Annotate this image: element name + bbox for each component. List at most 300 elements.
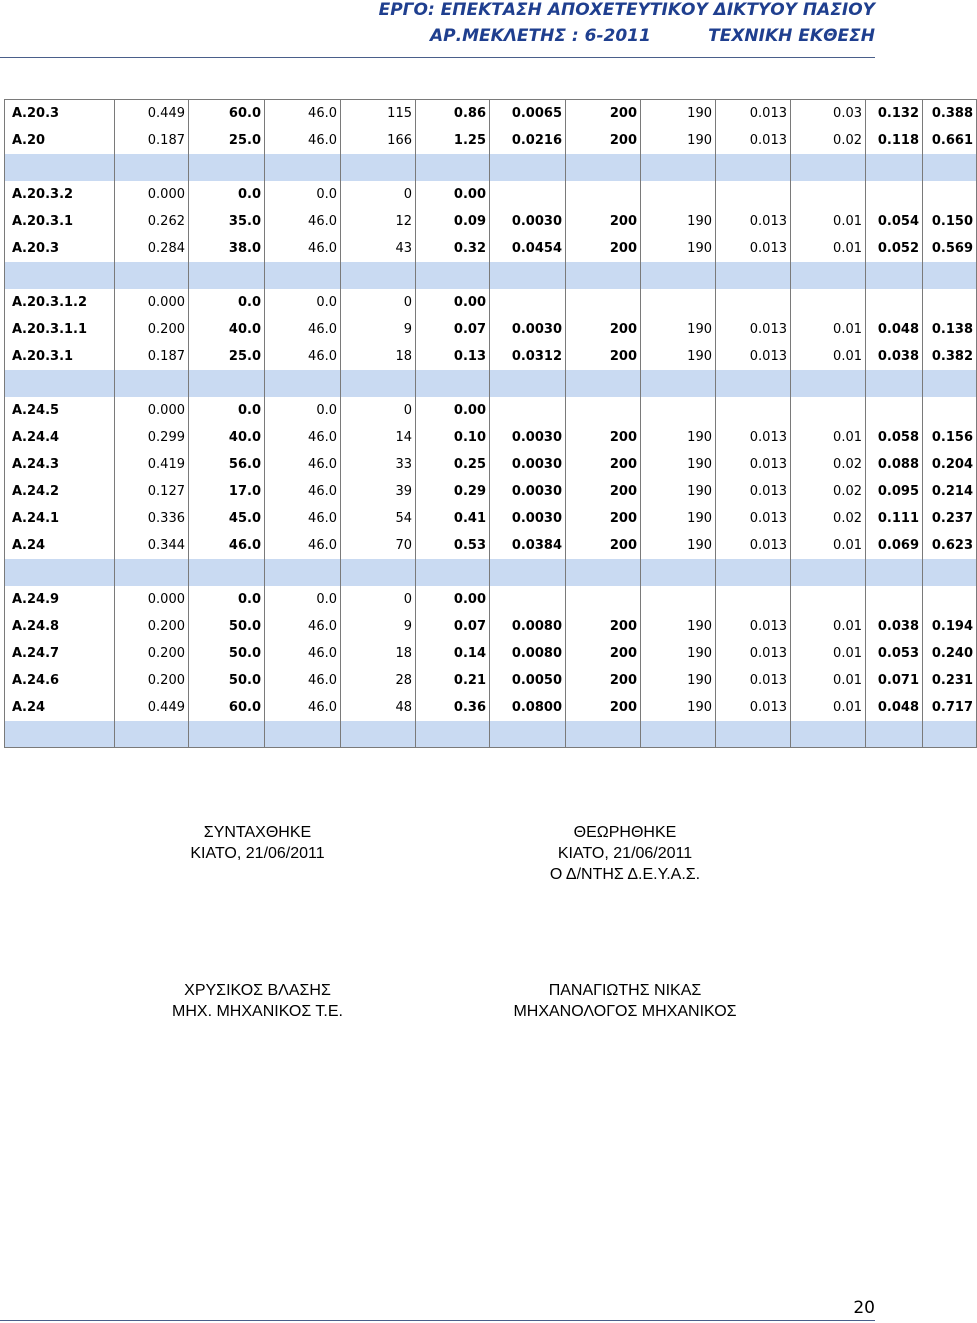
separator-cell [189, 154, 265, 181]
value-cell: 60.0 [189, 100, 265, 127]
value-cell: 46.0 [265, 694, 341, 721]
value-cell: 190 [641, 235, 716, 262]
value-cell: 190 [641, 478, 716, 505]
separator-cell [189, 721, 265, 748]
separator-cell [416, 559, 490, 586]
value-cell: 0.0 [265, 586, 341, 613]
value-cell: 0.187 [115, 127, 189, 154]
value-cell: 0.13 [416, 343, 490, 370]
director-title: Ο Δ/ΝΤΗΣ Δ.Ε.Υ.Α.Σ. [549, 866, 701, 883]
value-cell: 0.0050 [490, 667, 566, 694]
value-cell: 54 [341, 505, 416, 532]
value-cell: 9 [341, 613, 416, 640]
value-cell: 0.661 [923, 127, 977, 154]
value-cell: 0.038 [866, 613, 923, 640]
value-cell: 0.237 [923, 505, 977, 532]
separator-cell [566, 559, 641, 586]
value-cell: 0.41 [416, 505, 490, 532]
value-cell: 38.0 [189, 235, 265, 262]
section-id-cell: Α.24.8 [5, 613, 115, 640]
value-cell: 0.07 [416, 316, 490, 343]
reviewed-label: ΘΕΩΡΗΘΗΚΕ [573, 824, 677, 841]
value-cell: 0.204 [923, 451, 977, 478]
author-signature [150, 980, 365, 1022]
value-cell: 0.013 [716, 127, 791, 154]
value-cell [866, 181, 923, 208]
page-number: 20 [853, 1298, 875, 1318]
value-cell [490, 289, 566, 316]
table-row [5, 424, 977, 451]
value-cell [641, 289, 716, 316]
value-cell: 200 [566, 532, 641, 559]
value-cell: 190 [641, 613, 716, 640]
table-row [5, 532, 977, 559]
value-cell: 46.0 [265, 478, 341, 505]
value-cell: 0.240 [923, 640, 977, 667]
value-cell: 0.21 [416, 667, 490, 694]
table-row [5, 640, 977, 667]
reviewer-title: ΜΗΧΑΝΟΛΟΓΟΣ ΜΗΧΑΝΙΚΟΣ [513, 1003, 737, 1020]
section-id-cell: Α.24.2 [5, 478, 115, 505]
value-cell: 0.0454 [490, 235, 566, 262]
separator-cell [341, 154, 416, 181]
value-cell: 0.01 [791, 316, 866, 343]
value-cell [923, 397, 977, 424]
value-cell: 0.336 [115, 505, 189, 532]
section-id-cell: Α.24.1 [5, 505, 115, 532]
separator-cell [189, 559, 265, 586]
value-cell: 50.0 [189, 640, 265, 667]
value-cell: 28 [341, 667, 416, 694]
value-cell [566, 289, 641, 316]
value-cell: 70 [341, 532, 416, 559]
value-cell: 0.0030 [490, 424, 566, 451]
value-cell: 12 [341, 208, 416, 235]
value-cell: 0.53 [416, 532, 490, 559]
value-cell: 200 [566, 613, 641, 640]
value-cell: 0.095 [866, 478, 923, 505]
value-cell: 0.0800 [490, 694, 566, 721]
section-id-cell: Α.20.3.2 [5, 181, 115, 208]
value-cell: 190 [641, 505, 716, 532]
value-cell: 0.02 [791, 127, 866, 154]
value-cell: 200 [566, 100, 641, 127]
section-id-cell: Α.24.6 [5, 667, 115, 694]
value-cell: 0.214 [923, 478, 977, 505]
value-cell: 190 [641, 451, 716, 478]
value-cell: 0.187 [115, 343, 189, 370]
section-id-cell: Α.20.3.1.2 [5, 289, 115, 316]
value-cell: 46.0 [189, 532, 265, 559]
value-cell [566, 586, 641, 613]
separator-cell [189, 370, 265, 397]
value-cell: 25.0 [189, 343, 265, 370]
table-row [5, 235, 977, 262]
value-cell: 0.14 [416, 640, 490, 667]
section-id-cell: Α.20.3 [5, 100, 115, 127]
separator-cell [341, 370, 416, 397]
value-cell: 200 [566, 694, 641, 721]
value-cell: 0.36 [416, 694, 490, 721]
header-rule [0, 57, 875, 58]
value-cell: 200 [566, 505, 641, 532]
value-cell: 0.150 [923, 208, 977, 235]
value-cell: 0 [341, 397, 416, 424]
separator-cell [641, 370, 716, 397]
separator-cell [5, 370, 115, 397]
value-cell: 0.02 [791, 505, 866, 532]
section-id-cell: Α.20.3.1 [5, 343, 115, 370]
separator-row [5, 262, 977, 289]
value-cell: 0.053 [866, 640, 923, 667]
project-title: ΕΡΓΟ: ΕΠΕΚΤΑΣΗ ΑΠΟΧΕΤΕΥΤΙΚΟΥ ΔΙΚΤΥΟΥ ΠΑΣΙΟΥ [378, 0, 875, 20]
value-cell: 0.01 [791, 694, 866, 721]
value-cell: 0.569 [923, 235, 977, 262]
value-cell: 9 [341, 316, 416, 343]
separator-cell [265, 559, 341, 586]
separator-cell [791, 721, 866, 748]
section-id-cell: Α.20.3.1.1 [5, 316, 115, 343]
value-cell: 45.0 [189, 505, 265, 532]
value-cell: 0.01 [791, 343, 866, 370]
separator-cell [490, 154, 566, 181]
value-cell: 46.0 [265, 343, 341, 370]
value-cell: 14 [341, 424, 416, 451]
value-cell: 0.038 [866, 343, 923, 370]
value-cell: 46.0 [265, 451, 341, 478]
table-row [5, 505, 977, 532]
value-cell: 0.02 [791, 478, 866, 505]
separator-cell [641, 262, 716, 289]
value-cell: 0 [341, 586, 416, 613]
separator-row [5, 559, 977, 586]
separator-cell [490, 370, 566, 397]
reviewer-name: ΠΑΝΑΓΙΩΤΗΣ ΝΙΚΑΣ [548, 982, 702, 999]
value-cell: 46.0 [265, 100, 341, 127]
value-cell: 0.118 [866, 127, 923, 154]
value-cell: 0.00 [416, 289, 490, 316]
value-cell: 0.052 [866, 235, 923, 262]
value-cell: 43 [341, 235, 416, 262]
separator-row [5, 370, 977, 397]
value-cell: 0.10 [416, 424, 490, 451]
value-cell: 0.013 [716, 424, 791, 451]
value-cell: 0.013 [716, 667, 791, 694]
table-row [5, 613, 977, 640]
section-id-cell: Α.24.9 [5, 586, 115, 613]
separator-cell [791, 370, 866, 397]
separator-cell [866, 721, 923, 748]
value-cell: 0.299 [115, 424, 189, 451]
value-cell: 0.0030 [490, 208, 566, 235]
section-id-cell: Α.20.3 [5, 235, 115, 262]
value-cell: 46.0 [265, 316, 341, 343]
value-cell: 0.0030 [490, 478, 566, 505]
value-cell: 46.0 [265, 532, 341, 559]
value-cell: 0.0 [265, 289, 341, 316]
value-cell [866, 289, 923, 316]
value-cell: 0.0 [265, 397, 341, 424]
value-cell: 200 [566, 127, 641, 154]
value-cell: 0.0 [189, 586, 265, 613]
separator-cell [115, 721, 189, 748]
study-number: ΑΡ.ΜΕΚΛΕΤΗΣ : 6-2011 [430, 26, 651, 46]
value-cell: 190 [641, 343, 716, 370]
value-cell: 1.25 [416, 127, 490, 154]
value-cell [716, 289, 791, 316]
value-cell: 0.048 [866, 694, 923, 721]
separator-cell [189, 262, 265, 289]
value-cell: 46.0 [265, 235, 341, 262]
value-cell: 0.0080 [490, 613, 566, 640]
value-cell: 0.013 [716, 316, 791, 343]
separator-cell [490, 559, 566, 586]
value-cell: 0.25 [416, 451, 490, 478]
value-cell: 0.0 [189, 181, 265, 208]
value-cell [566, 397, 641, 424]
value-cell: 0.0 [189, 289, 265, 316]
value-cell: 190 [641, 694, 716, 721]
separator-cell [791, 262, 866, 289]
separator-cell [791, 154, 866, 181]
separator-row [5, 154, 977, 181]
separator-cell [866, 559, 923, 586]
value-cell: 60.0 [189, 694, 265, 721]
separator-cell [641, 559, 716, 586]
value-cell: 0.069 [866, 532, 923, 559]
value-cell: 0.0030 [490, 451, 566, 478]
value-cell: 39 [341, 478, 416, 505]
value-cell: 115 [341, 100, 416, 127]
value-cell: 0.013 [716, 613, 791, 640]
section-id-cell: Α.24.4 [5, 424, 115, 451]
table-row [5, 667, 977, 694]
separator-row [5, 721, 977, 748]
separator-cell [5, 262, 115, 289]
separator-cell [341, 262, 416, 289]
table-row [5, 478, 977, 505]
separator-cell [716, 721, 791, 748]
value-cell: 46.0 [265, 127, 341, 154]
value-cell: 190 [641, 316, 716, 343]
separator-cell [115, 154, 189, 181]
value-cell [791, 289, 866, 316]
section-id-cell: Α.20 [5, 127, 115, 154]
value-cell: 200 [566, 208, 641, 235]
value-cell: 0.200 [115, 316, 189, 343]
separator-cell [641, 721, 716, 748]
value-cell: 56.0 [189, 451, 265, 478]
value-cell: 0.01 [791, 532, 866, 559]
value-cell: 0.000 [115, 181, 189, 208]
author-name: ΧΡΥΣΙΚΟΣ ΒΛΑΣΗΣ [184, 982, 331, 999]
value-cell: 0.344 [115, 532, 189, 559]
value-cell: 46.0 [265, 613, 341, 640]
separator-cell [115, 370, 189, 397]
value-cell: 0.013 [716, 451, 791, 478]
footer-rule [0, 1320, 875, 1321]
value-cell [791, 181, 866, 208]
value-cell: 200 [566, 640, 641, 667]
value-cell: 0.013 [716, 640, 791, 667]
table-row [5, 127, 977, 154]
table-row [5, 694, 977, 721]
composed-label: ΣΥΝΤΑΧΘΗΚΕ [203, 824, 312, 841]
separator-cell [923, 370, 977, 397]
separator-cell [716, 262, 791, 289]
value-cell [566, 181, 641, 208]
value-cell: 46.0 [265, 640, 341, 667]
value-cell: 0.01 [791, 640, 866, 667]
section-id-cell: Α.24.7 [5, 640, 115, 667]
value-cell: 0.000 [115, 289, 189, 316]
value-cell [641, 397, 716, 424]
value-cell: 0.013 [716, 235, 791, 262]
value-cell: 0.00 [416, 397, 490, 424]
value-cell: 0.0384 [490, 532, 566, 559]
value-cell: 50.0 [189, 667, 265, 694]
value-cell: 18 [341, 343, 416, 370]
value-cell: 0.00 [416, 586, 490, 613]
value-cell [490, 397, 566, 424]
table-row [5, 316, 977, 343]
table-row [5, 208, 977, 235]
reviewer-signature [495, 980, 755, 1022]
separator-cell [923, 559, 977, 586]
value-cell: 0.111 [866, 505, 923, 532]
separator-cell [341, 721, 416, 748]
value-cell: 40.0 [189, 316, 265, 343]
value-cell: 0.132 [866, 100, 923, 127]
composed-block [160, 822, 355, 864]
value-cell: 0.382 [923, 343, 977, 370]
separator-cell [416, 721, 490, 748]
separator-cell [5, 559, 115, 586]
value-cell: 0.03 [791, 100, 866, 127]
separator-cell [566, 262, 641, 289]
separator-cell [866, 370, 923, 397]
value-cell: 0.127 [115, 478, 189, 505]
value-cell: 0.200 [115, 613, 189, 640]
value-cell: 0.071 [866, 667, 923, 694]
separator-cell [923, 154, 977, 181]
separator-cell [265, 262, 341, 289]
value-cell: 0.86 [416, 100, 490, 127]
value-cell: 0.02 [791, 451, 866, 478]
reviewed-block [520, 822, 730, 885]
value-cell: 200 [566, 667, 641, 694]
separator-cell [416, 154, 490, 181]
value-cell: 190 [641, 127, 716, 154]
separator-cell [265, 721, 341, 748]
value-cell: 0.0080 [490, 640, 566, 667]
value-cell: 0.138 [923, 316, 977, 343]
table-row [5, 289, 977, 316]
value-cell [716, 586, 791, 613]
value-cell: 46.0 [265, 505, 341, 532]
value-cell [923, 289, 977, 316]
value-cell: 0.013 [716, 532, 791, 559]
table-row [5, 343, 977, 370]
separator-cell [791, 559, 866, 586]
value-cell: 190 [641, 532, 716, 559]
value-cell: 0.000 [115, 397, 189, 424]
separator-cell [115, 262, 189, 289]
value-cell: 0.419 [115, 451, 189, 478]
separator-cell [566, 721, 641, 748]
table-row [5, 586, 977, 613]
value-cell: 0.0216 [490, 127, 566, 154]
reviewed-place-date: ΚΙΑΤΟ, 21/06/2011 [557, 845, 693, 862]
section-id-cell: Α.24.3 [5, 451, 115, 478]
value-cell: 40.0 [189, 424, 265, 451]
value-cell: 0.623 [923, 532, 977, 559]
value-cell: 0.32 [416, 235, 490, 262]
value-cell: 0.058 [866, 424, 923, 451]
value-cell [716, 181, 791, 208]
separator-cell [716, 154, 791, 181]
table-row [5, 451, 977, 478]
section-id-cell: Α.24 [5, 694, 115, 721]
value-cell: 166 [341, 127, 416, 154]
separator-cell [866, 262, 923, 289]
value-cell: 0.01 [791, 424, 866, 451]
separator-cell [490, 721, 566, 748]
value-cell: 0.07 [416, 613, 490, 640]
header-second-line [430, 26, 875, 46]
separator-cell [716, 370, 791, 397]
separator-cell [5, 721, 115, 748]
value-cell: 0.200 [115, 640, 189, 667]
separator-cell [416, 370, 490, 397]
value-cell: 0.013 [716, 478, 791, 505]
value-cell: 0.449 [115, 100, 189, 127]
value-cell: 0.048 [866, 316, 923, 343]
separator-cell [923, 262, 977, 289]
value-cell [791, 397, 866, 424]
separator-cell [265, 370, 341, 397]
value-cell: 35.0 [189, 208, 265, 235]
value-cell: 0.0 [265, 181, 341, 208]
value-cell: 18 [341, 640, 416, 667]
value-cell: 200 [566, 316, 641, 343]
value-cell: 0.054 [866, 208, 923, 235]
report-type: ΤΕΧΝΙΚΗ ΕΚΘΕΣΗ [708, 26, 875, 46]
separator-cell [566, 370, 641, 397]
value-cell: 17.0 [189, 478, 265, 505]
value-cell: 46.0 [265, 667, 341, 694]
value-cell [791, 586, 866, 613]
value-cell: 0.0 [189, 397, 265, 424]
value-cell: 0.013 [716, 343, 791, 370]
value-cell: 0.0065 [490, 100, 566, 127]
value-cell: 0.200 [115, 667, 189, 694]
value-cell: 0.01 [791, 235, 866, 262]
value-cell [866, 397, 923, 424]
value-cell: 0.29 [416, 478, 490, 505]
value-cell: 0.231 [923, 667, 977, 694]
value-cell: 190 [641, 424, 716, 451]
value-cell: 0.449 [115, 694, 189, 721]
separator-cell [5, 154, 115, 181]
separator-cell [341, 559, 416, 586]
value-cell: 200 [566, 451, 641, 478]
value-cell: 0 [341, 181, 416, 208]
separator-cell [923, 721, 977, 748]
value-cell: 33 [341, 451, 416, 478]
table-row [5, 397, 977, 424]
section-id-cell: Α.20.3.1 [5, 208, 115, 235]
